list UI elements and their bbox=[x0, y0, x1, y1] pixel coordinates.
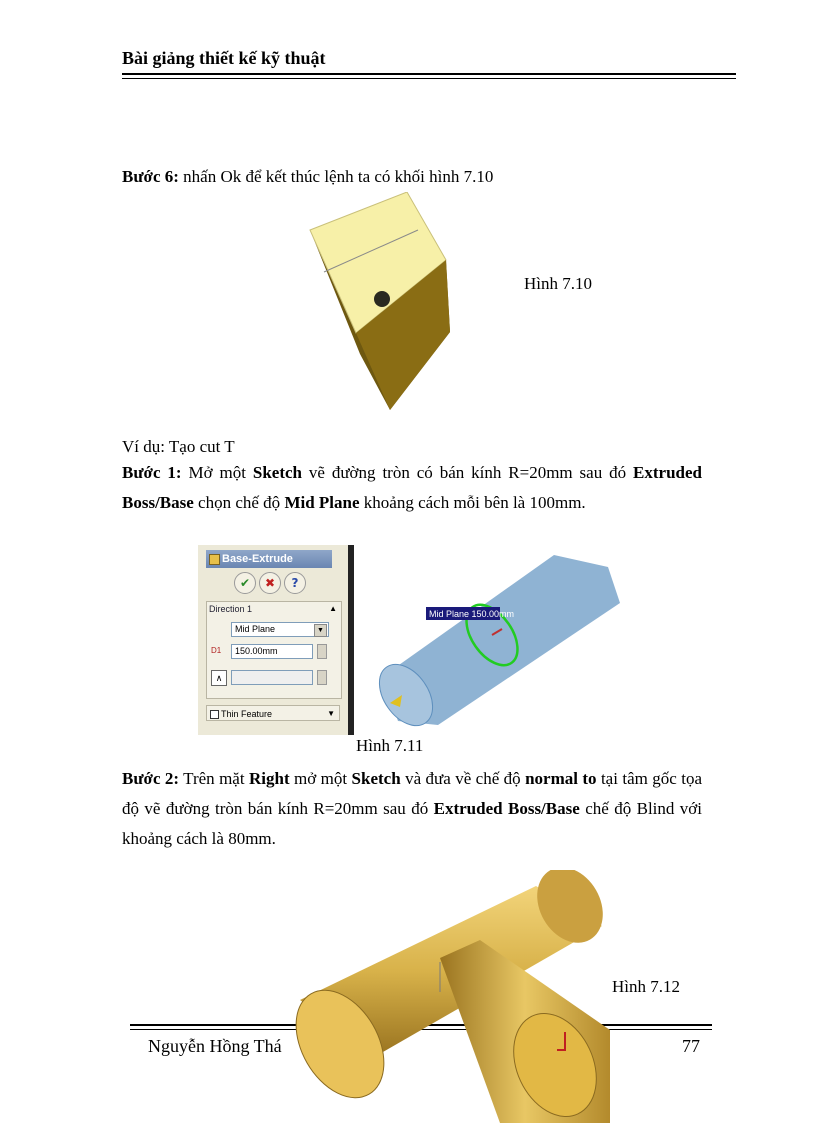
direction-label: Direction 1 bbox=[209, 604, 253, 614]
step6-label: Bước 6: bbox=[122, 167, 179, 186]
chevron-down-icon: ▼ bbox=[314, 624, 327, 637]
figure-7-11-caption: Hình 7.11 bbox=[356, 736, 424, 755]
thin-feature-label: Thin Feature bbox=[221, 709, 273, 719]
figure-7-12-t-body bbox=[280, 870, 610, 1123]
figure-7-12-caption: Hình 7.12 bbox=[612, 977, 680, 996]
step1-paragraph: Bước 1: Mở một Sketch vẽ đường tròn có bán kính R=20mm sau đó Extruded Boss/Base chọn chế độ Mid Plane khoảng cách mỗi bên là 100mm. bbox=[122, 463, 702, 512]
thin-feature-group[interactable] bbox=[206, 705, 340, 721]
block-hole bbox=[374, 291, 390, 307]
panel-title: Base-Extrude bbox=[222, 553, 293, 565]
figure-7-11-cylinder bbox=[368, 545, 628, 735]
header-rule-thin bbox=[122, 78, 736, 79]
depth-spinner[interactable] bbox=[317, 644, 327, 659]
base-extrude-panel bbox=[198, 545, 354, 735]
ok-button[interactable]: ✔ bbox=[234, 572, 256, 594]
end-condition-select[interactable]: Mid Plane ▼ bbox=[231, 622, 329, 637]
thin-feature-checkbox[interactable] bbox=[210, 710, 219, 719]
step1-label: Bước 1: bbox=[122, 463, 182, 482]
footer-author: Nguyễn Hồng Thá bbox=[148, 1036, 282, 1056]
step2-label: Bước 2: bbox=[122, 769, 180, 788]
direction-group bbox=[206, 601, 342, 699]
page-number: 77 bbox=[682, 1036, 700, 1056]
draft-spinner[interactable] bbox=[317, 670, 327, 685]
draft-toggle-icon[interactable]: ∧ bbox=[211, 670, 227, 686]
step6-text: nhấn Ok để kết thúc lệnh ta có khối hình 7.10 bbox=[178, 167, 494, 186]
example-line: Ví dụ: Tạo cut T bbox=[122, 437, 235, 456]
panel-title-bar bbox=[206, 550, 332, 568]
header-title: Bài giảng thiết kế kỹ thuật bbox=[122, 48, 326, 68]
step2-paragraph: Bước 2: Trên mặt Right mở một Sketch và đưa về chế độ normal to tại tâm gốc tọa độ vẽ đường tròn bán kính R=20mm sau đó Extruded Boss/Base chế độ Blind với khoảng cách là 80mm. bbox=[122, 769, 703, 848]
header-rule-thick bbox=[122, 73, 736, 75]
depth-input[interactable]: 150.00mm bbox=[231, 644, 313, 659]
depth-icon: D1 bbox=[211, 646, 222, 655]
figure-7-10-block bbox=[300, 192, 460, 414]
cancel-button[interactable]: ✖ bbox=[259, 572, 281, 594]
help-button[interactable]: ? bbox=[284, 572, 306, 594]
collapse-icon[interactable]: ▲ bbox=[329, 604, 337, 613]
draft-input[interactable] bbox=[231, 670, 313, 685]
expand-icon[interactable]: ▼ bbox=[327, 709, 335, 718]
step6-paragraph bbox=[122, 162, 702, 192]
mid-plane-tag-text: Mid Plane 150.00mm bbox=[429, 609, 515, 619]
extrude-feature-icon bbox=[209, 554, 220, 565]
figure-7-10-caption: Hình 7.10 bbox=[524, 274, 592, 293]
